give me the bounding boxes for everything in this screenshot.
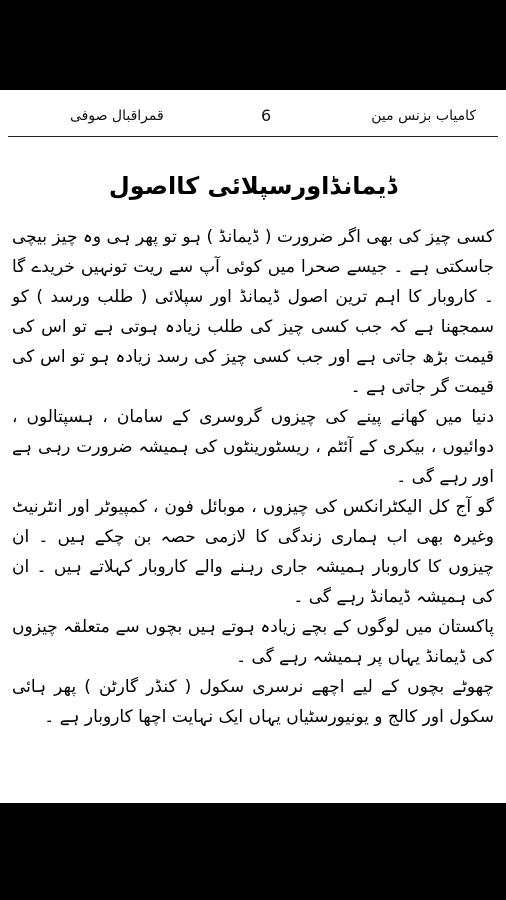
paragraph: پاکستان میں لوگوں کے بچے زیادہ ہوتے ہیں بچوں سے متعلقہ چیزوں کی ڈیمانڈ یہاں پر ہمیشہ رہے گی ۔ bbox=[12, 617, 494, 667]
author-name: قمراقبال صوفی bbox=[70, 108, 164, 124]
paragraph: دنیا میں کھانے پینے کی چیزوں گروسری کے سامان ، ہسپتالوں ، دوائیوں ، بیکری کے آئٹم ، ریسٹورینٹوں کی ہمیشہ ضرورت رہی ہے اور رہے گی ۔ bbox=[12, 407, 494, 487]
header-divider bbox=[8, 136, 498, 137]
book-page[interactable] bbox=[0, 90, 506, 803]
top-black-bar bbox=[0, 0, 506, 90]
running-header bbox=[8, 104, 498, 132]
paragraph: کسی چیز کی بھی اگر ضرورت ( ڈیمانڈ ) ہو تو پھر ہی وہ چیز بیچی جاسکتی ہے ۔ جیسے صحرا میں کوئی آپ سے ریت تونہیں خریدے گا ۔ کاروبار کا اہم ترین اصول ڈیمانڈ اور سپلائی ( طلب ورسد ) کو سمجھنا ہے کہ جب کسی چیز کی طلب زیادہ ہوتی ہے تو اس کی قیمت بڑھ جاتی ہے اور جب کسی چیز کی رسد زیادہ ہو تو اس کی قیمت گر جاتی ہے ۔ bbox=[12, 227, 494, 397]
chapter-title: ڈیمانڈاورسپلائی کااصول bbox=[108, 172, 398, 200]
bottom-black-bar bbox=[0, 803, 506, 900]
paragraph: گو آج کل الیکٹرانکس کی چیزوں ، موبائل فون ، کمپیوٹر اور انٹرنیٹ وغیرہ بھی اب ہماری زندگی کا لازمی حصہ بن چکے ہیں ۔ ان چیزوں کا کاروبار ہمیشہ جاری رہنے والے کاروبار کہلاتے ہیں ۔ ان کی ہمیشہ ڈیمانڈ رہے گی ۔ bbox=[12, 497, 494, 607]
page-number: 6 bbox=[261, 106, 272, 125]
body-text bbox=[12, 222, 494, 732]
book-title: کامیاب بزنس مین bbox=[371, 108, 476, 124]
paragraph: چھوٹے بچوں کے لیے اچھے نرسری سکول ( کنڈر گارٹن ) پھر ہائی سکول اور کالج و یونیورسٹیاں یہاں ایک نہایت اچھا کاروبار ہے ۔ bbox=[12, 677, 494, 727]
